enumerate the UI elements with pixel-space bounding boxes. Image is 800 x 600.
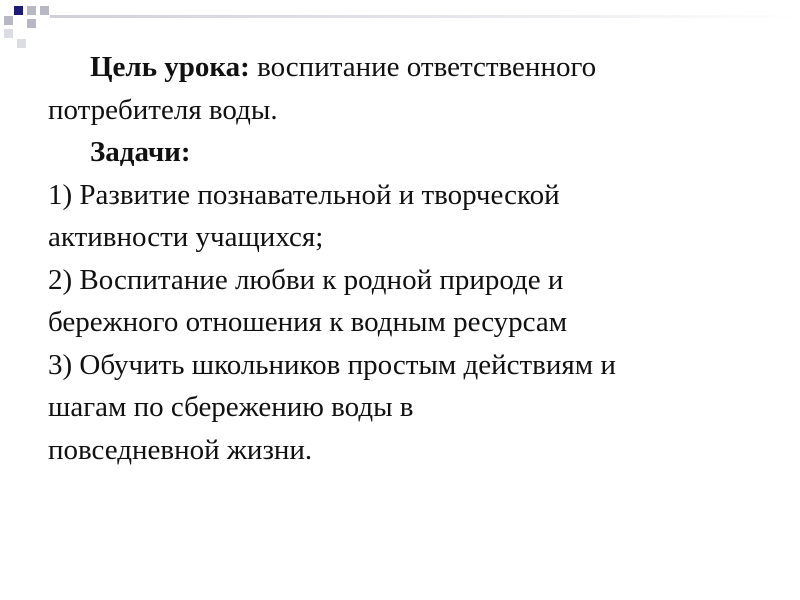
corner-square-dark — [14, 6, 23, 15]
goal-line — [48, 46, 768, 89]
task-line: повседневной жизни. — [48, 433, 313, 466]
corner-square-gray — [4, 16, 13, 25]
corner-square-light — [4, 29, 13, 38]
top-divider — [50, 15, 800, 18]
goal-label: Цель урока: — [90, 51, 250, 83]
corner-square-gray — [27, 6, 36, 15]
corner-square-light — [17, 39, 26, 48]
task-line: 2) Воспитание любви к родной природе и — [48, 263, 564, 296]
tasks-heading — [48, 131, 768, 174]
corner-square-gray — [27, 19, 36, 28]
goal-text: воспитание ответственного — [249, 51, 597, 83]
corner-square-gray — [40, 6, 49, 15]
task-line: шагам по сбережению воды в — [48, 391, 414, 423]
task-line: 1) Развитие познавательной и творческой — [48, 178, 560, 211]
goal-text-continued: потребителя воды. — [48, 93, 278, 126]
tasks-label: Задачи: — [90, 136, 191, 168]
task-line: активности учащихся; — [48, 221, 324, 253]
task-line: 3) Обучить школьников простым действиям и — [48, 348, 616, 381]
slide-body — [48, 46, 768, 471]
task-line: бережного отношения к водным ресурсам — [48, 306, 568, 338]
